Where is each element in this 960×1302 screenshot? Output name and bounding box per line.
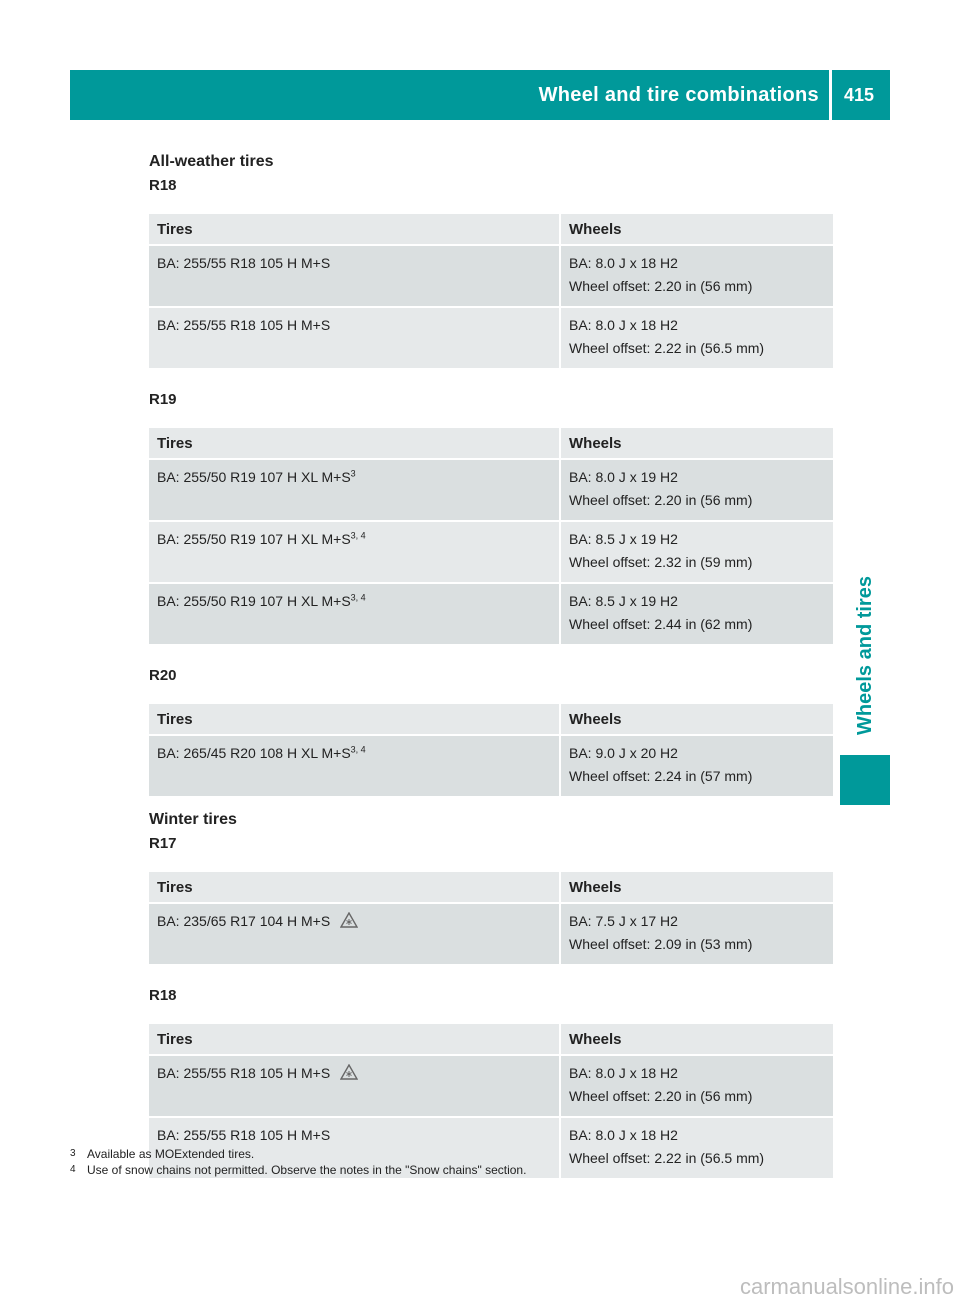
tire-spec: BA: 255/55 R18 105 H M+S bbox=[157, 255, 331, 271]
wheel-offset: Wheel offset: 2.24 in (57 mm) bbox=[569, 768, 753, 784]
footnote-number: 3 bbox=[70, 1148, 76, 1159]
table-header-row bbox=[149, 428, 833, 458]
tire-table bbox=[149, 870, 833, 966]
tire-cell bbox=[149, 1056, 559, 1116]
watermark: carmanualsonline.info bbox=[739, 1274, 954, 1299]
column-header-wheels: Wheels bbox=[559, 214, 833, 244]
size-heading: R20 bbox=[149, 667, 177, 684]
size-heading: R19 bbox=[149, 391, 177, 408]
column-header-wheels: Wheels bbox=[559, 704, 833, 734]
wheel-spec: BA: 9.0 J x 20 H2 bbox=[569, 745, 678, 761]
size-heading: R18 bbox=[149, 177, 177, 194]
footnote-ref: 3, 4 bbox=[350, 744, 366, 755]
tire-cell bbox=[149, 460, 559, 520]
side-section-label bbox=[840, 555, 890, 755]
tire-cell bbox=[149, 584, 559, 644]
column-header-tires: Tires bbox=[149, 704, 559, 734]
size-heading: R17 bbox=[149, 835, 177, 852]
table-row bbox=[149, 736, 833, 796]
wheel-cell bbox=[559, 460, 833, 520]
wheel-cell bbox=[559, 1118, 833, 1178]
side-section-text: Wheels and tires bbox=[853, 575, 876, 735]
wheel-offset: Wheel offset: 2.09 in (53 mm) bbox=[569, 936, 753, 952]
header-title: Wheel and tire combinations bbox=[538, 83, 819, 106]
page-header bbox=[70, 70, 890, 120]
tire-table bbox=[149, 426, 833, 646]
section-title-winter: Winter tires bbox=[149, 811, 237, 828]
tire-spec: BA: 255/55 R18 105 H M+S bbox=[157, 317, 331, 333]
wheel-cell bbox=[559, 736, 833, 796]
wheel-cell bbox=[559, 522, 833, 582]
wheel-spec: BA: 8.0 J x 18 H2 bbox=[569, 1127, 678, 1143]
snowflake-mountain-icon bbox=[340, 1064, 358, 1080]
table-header-row bbox=[149, 872, 833, 902]
column-header-wheels: Wheels bbox=[559, 428, 833, 458]
wheel-spec: BA: 8.0 J x 19 H2 bbox=[569, 469, 678, 485]
wheel-spec: BA: 8.0 J x 18 H2 bbox=[569, 1065, 678, 1081]
tire-spec: BA: 235/65 R17 104 H M+S bbox=[157, 913, 331, 929]
footnote-ref: 3, 4 bbox=[350, 592, 366, 603]
wheel-spec: BA: 8.5 J x 19 H2 bbox=[569, 531, 678, 547]
wheel-spec: BA: 8.5 J x 19 H2 bbox=[569, 593, 678, 609]
footnote-ref: 3, 4 bbox=[350, 530, 366, 541]
footnote-number: 4 bbox=[70, 1164, 76, 1175]
tire-spec: BA: 255/50 R19 107 H XL M+S bbox=[157, 469, 351, 485]
size-heading: R18 bbox=[149, 987, 177, 1004]
wheel-cell bbox=[559, 904, 833, 964]
tire-table bbox=[149, 212, 833, 370]
tire-cell bbox=[149, 736, 559, 796]
table-header-row bbox=[149, 1024, 833, 1054]
wheel-spec: BA: 8.0 J x 18 H2 bbox=[569, 255, 678, 271]
wheel-cell bbox=[559, 246, 833, 306]
section-title-all-weather: All-weather tires bbox=[149, 153, 274, 170]
tire-cell bbox=[149, 904, 559, 964]
tire-spec: BA: 265/45 R20 108 H XL M+S bbox=[157, 745, 351, 761]
tire-cell bbox=[149, 308, 559, 368]
wheel-offset: Wheel offset: 2.20 in (56 mm) bbox=[569, 492, 753, 508]
footnote-ref: 3 bbox=[350, 468, 356, 479]
side-tab-block bbox=[840, 755, 890, 805]
wheel-offset: Wheel offset: 2.44 in (62 mm) bbox=[569, 616, 753, 632]
tire-cell bbox=[149, 522, 559, 582]
table-row bbox=[149, 584, 833, 644]
wheel-cell bbox=[559, 584, 833, 644]
footnotes bbox=[70, 1146, 526, 1178]
wheel-offset: Wheel offset: 2.32 in (59 mm) bbox=[569, 554, 753, 570]
column-header-tires: Tires bbox=[149, 872, 559, 902]
table-header-row bbox=[149, 704, 833, 734]
tire-cell bbox=[149, 246, 559, 306]
tire-spec: BA: 255/50 R19 107 H XL M+S bbox=[157, 593, 351, 609]
tire-spec: BA: 255/50 R19 107 H XL M+S bbox=[157, 531, 351, 547]
column-header-wheels: Wheels bbox=[559, 872, 833, 902]
footnote-text: Available as MOExtended tires. bbox=[87, 1147, 255, 1161]
footnote-text: Use of snow chains not permitted. Observe the notes in the "Snow chains" section. bbox=[87, 1163, 527, 1177]
wheel-spec: BA: 7.5 J x 17 H2 bbox=[569, 913, 678, 929]
column-header-tires: Tires bbox=[149, 214, 559, 244]
wheel-cell bbox=[559, 308, 833, 368]
column-header-wheels: Wheels bbox=[559, 1024, 833, 1054]
tire-table bbox=[149, 702, 833, 798]
footnote bbox=[70, 1162, 526, 1178]
main-content bbox=[149, 150, 833, 1180]
table-header-row bbox=[149, 214, 833, 244]
wheel-offset: Wheel offset: 2.22 in (56.5 mm) bbox=[569, 1150, 765, 1166]
column-header-tires: Tires bbox=[149, 428, 559, 458]
table-row bbox=[149, 522, 833, 582]
footnote bbox=[70, 1146, 526, 1162]
table-row bbox=[149, 904, 833, 964]
snowflake-mountain-icon bbox=[340, 912, 358, 928]
table-row bbox=[149, 460, 833, 520]
table-row bbox=[149, 1056, 833, 1116]
column-header-tires: Tires bbox=[149, 1024, 559, 1054]
page-number: 415 bbox=[843, 84, 874, 105]
tire-spec: BA: 255/55 R18 105 H M+S bbox=[157, 1065, 331, 1081]
wheel-spec: BA: 8.0 J x 18 H2 bbox=[569, 317, 678, 333]
wheel-offset: Wheel offset: 2.20 in (56 mm) bbox=[569, 1088, 753, 1104]
table-row bbox=[149, 308, 833, 368]
wheel-offset: Wheel offset: 2.22 in (56.5 mm) bbox=[569, 340, 765, 356]
table-row bbox=[149, 246, 833, 306]
wheel-offset: Wheel offset: 2.20 in (56 mm) bbox=[569, 278, 753, 294]
tire-spec: BA: 255/55 R18 105 H M+S bbox=[157, 1127, 331, 1143]
wheel-cell bbox=[559, 1056, 833, 1116]
